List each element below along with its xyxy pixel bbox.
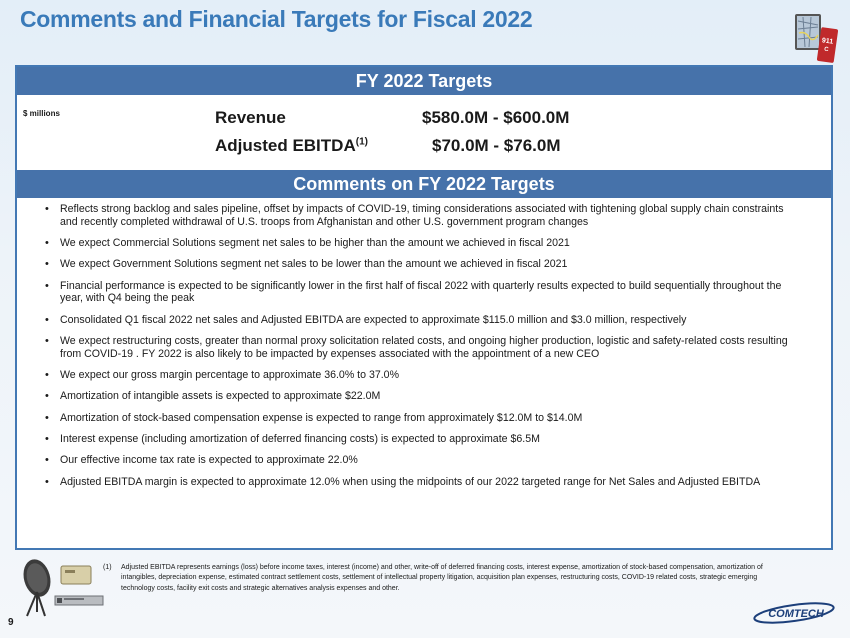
comtech-logo [750,600,838,626]
satellite-equipment-image [15,550,110,620]
target-revenue-value: $580.0M - $600.0M [422,108,570,127]
targets-panel [15,65,833,550]
target-ebitda-label [215,136,368,156]
bullet-icon: • [45,335,49,348]
comment-item: • Adjusted EBITDA margin is expected to approximate 12.0% when using the midpoints of our 2022 targeted range for Net Sales and Adjusted EBITDA [45,475,761,488]
comment-item: • Consolidated Q1 fiscal 2022 net sales and Adjusted EBITDA are expected to approximate $115.0 million and $3.0 million, respectively [45,313,687,326]
comment-item: • We expect Government Solutions segment net sales to be lower than the amount we achieved in fiscal 2021 [45,258,568,271]
targets-section [17,95,831,170]
bullet-icon: • [45,454,49,467]
comment-item: • Reflects strong backlog and sales pipeline, offset by impacts of COVID-19, timing considerations associated with tightening global supply chain constraints and recently completed withdrawal of U.S. troops from Afghanistan and other U.S. government program changes [45,203,784,228]
comment-item: • Financial performance is expected to be significantly lower in the first half of fiscal 2022 with quarterly results expected to build sequentially throughout the year, with Q4 being the peak [45,279,782,305]
comment-item: • Amortization of stock-based compensation expense is expected to range from approximately $12.0M to $14.0M [45,411,583,424]
bullet-icon: • [45,433,49,446]
bullet-icon: • [45,258,49,271]
page-number: 9 [8,617,14,628]
footnote-marker: (1) [103,564,112,571]
comment-item: • We expect restructuring costs, greater than normal proxy solicitation related costs, and ongoing higher production, logistic and safety-related costs resulting from COVID-19 . FY 2022 is also likely to be impacted by expenses associated with the appointment of a new CEO [45,335,788,360]
target-label: Adjusted EBITDA [215,136,356,155]
bullet-icon: • [45,237,49,250]
bullet-icon: • [45,475,49,488]
911-phone-map-icon [793,13,839,65]
bullet-icon: • [45,411,49,424]
target-label: Revenue [215,108,286,127]
bullet-icon: • [45,279,49,292]
unit-label: $ millions [23,109,60,118]
comment-item: • We expect our gross margin percentage to approximate 36.0% to 37.0% [45,369,399,382]
comment-item: • We expect Commercial Solutions segment net sales to be higher than the amount we achieved in fiscal 2021 [45,237,570,250]
bullet-icon: • [45,203,49,215]
footnote-mark: (1) [355,136,368,148]
comment-item: • Amortization of intangible assets is expected to approximate $22.0M [45,390,381,403]
targets-header: FY 2022 Targets [17,67,831,95]
footnote [103,563,768,594]
logo-text: COMTECH [768,608,824,620]
badge-c: C [823,46,829,54]
bullet-icon: • [45,313,49,326]
target-ebitda-value: $70.0M - $76.0M [432,136,561,155]
comment-item: • Interest expense (including amortization of deferred financing costs) is expected to approximate $6.5M [45,433,540,446]
comments-list [17,198,831,488]
comments-header: Comments on FY 2022 Targets [17,170,831,198]
target-revenue-label [215,108,286,128]
badge-911: 911 [821,37,834,46]
page-title: Comments and Financial Targets for Fiscal 2022 [20,6,533,32]
footnote-text: Adjusted EBITDA represents earnings (loss) before income taxes, interest (income) and other, write-off of deferred financing costs, interest expense, amortization of stock-based compensation, amortization of intangibles, depreciation expense, estimated contract settlement costs, settlement of intellectual property litigation, acquisition plan expenses, restructuring costs, COVID-19 related costs, strategic emerging technology costs, facility exit costs and strategic alternatives analysis expenses and other. [121,564,763,592]
comment-item: • Our effective income tax rate is expected to approximate 22.0% [45,454,358,467]
bullet-icon: • [45,390,49,403]
bullet-icon: • [45,369,49,382]
